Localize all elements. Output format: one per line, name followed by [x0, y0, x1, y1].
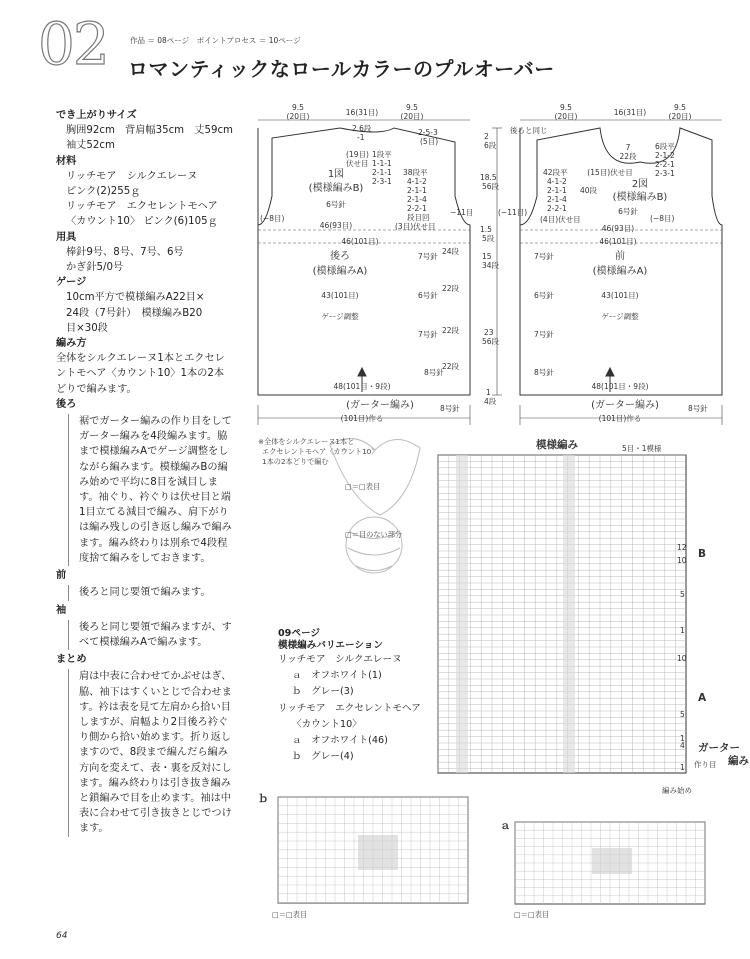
finish-text: 肩は中表に合わせてかぶせはぎ、脇、袖下はすくいとじで合わせます。衿は表を見て左肩から拾い目しますが、肩幅より2目後ろ衿ぐり側から拾い始めます。折り返しますので、8段まで編んだら編み方向を変えて、表・裏を反対にします。編み終わりは引き抜き編みと鎖編みで目を止めます。袖は中表に合わせて引き抜きとじでつけます。 — [68, 669, 234, 836]
row-number: 1 — [680, 763, 685, 772]
armhole-rows: 2-1-4 — [547, 195, 567, 204]
needle-label: 8号針 — [424, 368, 444, 377]
neck-rows: (19目) — [346, 150, 369, 159]
material-line: リッチモア エクセレントモヘア — [66, 201, 218, 213]
armhole-rows: 2-2-1 — [547, 204, 567, 213]
width-label: 48(101目・9段) — [591, 382, 649, 391]
armhole-rows: 段目回 — [407, 213, 430, 222]
figure-number: 2図 — [631, 179, 649, 190]
neck-rows: 伏せ目 — [346, 159, 369, 168]
variation-page: 09ページ — [278, 628, 320, 639]
pattern-number: 02 — [38, 10, 108, 78]
armhole-rows: 38段平 — [403, 168, 428, 177]
legend-item: □＝□表目 — [345, 482, 381, 491]
piece-pattern: (模様編みA) — [312, 266, 368, 277]
armhole-rows: 4-1-2 — [407, 177, 427, 186]
width-label: 46(93目) — [601, 224, 635, 233]
size-line: 胸囲92cm 背肩幅35cm 丈59cm — [66, 125, 233, 137]
neck-rows: 2 6段 — [352, 124, 372, 133]
armhole-rows: 2-1-1 — [407, 186, 427, 195]
sleeve-text: 後ろと同じ要領で編みますが、すべて模様編みAで編みます。 — [68, 620, 234, 650]
tool-line: 棒針9号、8号、7号、6号 — [66, 246, 184, 258]
shoulder-rows: 2-5-3 — [418, 128, 438, 137]
row-number: 5 — [680, 590, 685, 599]
gauge-adjust: ゲージ調整 — [321, 312, 359, 321]
left-dim: 23 — [484, 328, 494, 337]
make-label: 作り目 — [694, 760, 717, 769]
page-reference: 作品 ＝ 08ページ ポイントプロセス ＝ 10ページ — [130, 36, 301, 45]
needle-label: 7号針 — [534, 330, 554, 339]
legend-item: □＝目のない部分 — [345, 530, 403, 539]
row-number: 1 — [680, 734, 685, 743]
variation-count: 〈カウント10〉 — [292, 718, 362, 730]
side-rows: 22段 — [442, 284, 460, 293]
row-number: 4 — [680, 741, 685, 750]
page-number: 64 — [56, 931, 68, 941]
side-rows: 22段 — [442, 362, 460, 371]
garter-label: (ガーター編み) — [591, 400, 659, 411]
material-line: リッチモア シルクエレーヌ — [66, 170, 198, 182]
dim-label: 9.5 — [292, 103, 304, 112]
chart-section-b: B — [698, 548, 707, 560]
method-text: 全体をシルクエレーヌ1本とエクセレントモヘア〈カウント10〉1本の2本どりで編みます。 — [56, 353, 225, 395]
gauge-adjust: ゲージ調整 — [601, 312, 639, 321]
dim-label: 9.5 — [406, 103, 418, 112]
variation-color: ｂ グレー(4) — [292, 751, 354, 763]
yarn-ball-decoration — [330, 439, 420, 573]
width-label: 43(101目) — [321, 291, 359, 300]
back-heading: 後ろ — [56, 398, 77, 410]
armhole-rows: 2-1-4 — [407, 195, 427, 204]
needle-label: 8号針 — [534, 368, 554, 377]
side-rows: 24段 — [442, 247, 460, 256]
neck-center: 22段 — [619, 152, 637, 161]
garter-label: (ガーター編み) — [346, 400, 414, 411]
left-dim: 34段 — [482, 261, 500, 270]
dim-label: (20目) — [668, 112, 692, 121]
row-number: 1 — [680, 626, 685, 635]
left-dim: 1 — [486, 388, 491, 397]
neck-rows: 2-1-2 — [655, 151, 675, 160]
needle-label: 8号針 — [440, 404, 460, 413]
armhole-rows: 42段平 — [543, 168, 568, 177]
left-dim: 1.5 — [480, 225, 492, 234]
piece-pattern: (模様編みA) — [592, 266, 648, 277]
needle-label: 6号針 — [418, 291, 438, 300]
dim-label: 9.5 — [674, 103, 686, 112]
width-label: 46(101目) — [341, 237, 379, 246]
dec-note: (−8目) — [650, 214, 675, 223]
yarn-note: ※全体をシルクエレーヌ1本と — [258, 437, 355, 446]
needle-label: 7号針 — [418, 252, 438, 261]
sleeve-heading: 袖 — [56, 604, 67, 616]
gauge-line: 目×30段 — [66, 322, 108, 334]
back-text: 裾でガーター編みの作り目をしてガーター編みを4段編みます。脇まで模様編みAでゲージ調整をしながら編みます。模様編みBの編み始めで平均に8目を減目します。袖ぐり、衿ぐりは伏せ目と端1目立てる減目で編み、肩下がりは編み残しの引き返し編みで編みます。編み終わりは別糸で4段程度捨て編みをしておきます。 — [68, 414, 234, 566]
pattern-chart-grid — [438, 455, 686, 773]
variation-color: ｂ グレー(3) — [292, 686, 354, 698]
neck-rows: 1段平 — [372, 150, 392, 159]
side-dec: −11目 — [450, 208, 474, 217]
needle-label: 6号針 — [618, 207, 638, 216]
neck-rows: -1 — [357, 133, 365, 142]
neck-rows: 2-3-1 — [655, 169, 675, 178]
left-dim: 4段 — [484, 397, 497, 406]
legend-item: □＝□表目 — [272, 910, 308, 919]
neck-rows: 1-1-1 — [372, 159, 392, 168]
variation-yarn: リッチモア エクセレントモヘア — [278, 702, 421, 714]
neck-rows: 2-2-1 — [655, 160, 675, 169]
legend-item: □＝□表目 — [514, 910, 550, 919]
piece-name: 前 — [615, 251, 625, 262]
page-title: ロマンティックなロールカラーのプルオーバー — [128, 57, 555, 81]
figure-pattern: (模様編みB) — [612, 192, 668, 203]
gauge-line: 24段（7号針） 模様編みB20 — [66, 307, 203, 319]
needle-label: 7号針 — [418, 330, 438, 339]
garter-label: ガーター — [698, 742, 740, 754]
dim-label: (20目) — [554, 112, 578, 121]
piece-name: 後ろ — [330, 251, 350, 262]
figure-number: 1図 — [327, 169, 345, 180]
width-label: 46(93目) — [319, 221, 353, 230]
neck-stitches: (15目)伏せ目 — [587, 168, 633, 177]
left-dim: 56段 — [482, 182, 500, 191]
garter-label2: 編み — [728, 755, 749, 767]
dim-label: (20目) — [286, 112, 310, 121]
cast-on-label: (101目)作る — [598, 414, 642, 423]
dim-label: 9.5 — [560, 103, 572, 112]
variation-color: ａ オフホワイト(1) — [292, 670, 382, 682]
width-label: 48(101目・9段) — [333, 382, 391, 391]
dec-note: (−11目) — [498, 208, 528, 217]
cast-on-label: (101目)作る — [340, 414, 384, 423]
chart-section-a: A — [698, 692, 707, 704]
yarn-note: 1本の2本どりで編む — [262, 457, 329, 466]
material-line: 〈カウント10〉 ピンク(6)105ｇ — [66, 216, 218, 228]
side-rows: 22段 — [442, 326, 460, 335]
left-dim: 6段 — [484, 141, 497, 150]
left-dim: 5段 — [482, 234, 495, 243]
left-dim: 56段 — [482, 337, 500, 346]
back-outline — [258, 128, 470, 395]
neck-rows: 2-3-1 — [372, 177, 392, 186]
chart-repeat: 5目・1模様 — [622, 444, 662, 453]
tool-line: かぎ針5/0号 — [66, 262, 124, 274]
front-text: 後ろと同じ要領で編みます。 — [68, 585, 234, 600]
method-heading: 編み方 — [56, 338, 87, 350]
dim-label: (20目) — [400, 112, 424, 121]
row-number: 10 — [677, 556, 687, 565]
variation-color: ａ オフホワイト(46) — [292, 735, 388, 747]
materials-heading: 材料 — [56, 155, 77, 167]
rows-40: 40段 — [580, 186, 598, 195]
size-heading: でき上がりサイズ — [56, 110, 137, 121]
variation-yarn: リッチモア シルクエレーヌ — [278, 654, 402, 665]
shoulder-rows: (5目) — [420, 137, 439, 146]
row-number: 5 — [680, 710, 685, 719]
dim-label: 16(31目) — [613, 108, 647, 117]
same-as-back: 後ろと同じ — [510, 126, 548, 135]
variation-block — [278, 628, 421, 765]
neck-rows: 6段平 — [655, 142, 675, 151]
chart-title: 模様編み — [536, 439, 578, 451]
needle-label: 6号針 — [534, 291, 554, 300]
armhole-rows: 2-2-1 — [407, 204, 427, 213]
tools-heading: 用具 — [56, 231, 77, 243]
front-heading: 前 — [56, 570, 67, 582]
small-chart-b — [278, 797, 468, 903]
neck-rows: 2-1-1 — [372, 168, 392, 177]
material-line: ピンク(2)255ｇ — [66, 186, 141, 198]
small-chart-a — [515, 822, 705, 904]
chart-a-label: ａ — [500, 820, 511, 832]
gauge-line: 10cm平方で模様編みA22目× — [66, 292, 205, 304]
left-dim: 2 — [484, 132, 489, 141]
armhole-rows: 2-1-1 — [547, 186, 567, 195]
row-number: 10 — [677, 654, 687, 663]
cast-off: (4目)伏せ目 — [540, 215, 581, 224]
variation-heading: 模様編みバリエーション — [278, 640, 383, 651]
needle-label: 7号針 — [534, 252, 554, 261]
dec-note: (−8目) — [260, 214, 285, 223]
armhole-rows: 4-1-2 — [547, 177, 567, 186]
left-dim: 18.5 — [480, 173, 497, 182]
finish-heading: まとめ — [56, 654, 87, 666]
dim-label: 16(31目) — [345, 108, 379, 117]
needle-label: 6号針 — [326, 200, 346, 209]
left-dim: 15 — [482, 252, 492, 261]
gauge-heading: ゲージ — [56, 277, 87, 289]
neck-center: 7 — [625, 143, 631, 152]
chart-b-label: ｂ — [258, 793, 269, 805]
width-label: 43(101目) — [601, 291, 639, 300]
armhole-rows: (3目)伏せ目 — [395, 222, 436, 231]
needle-label: 8号針 — [688, 404, 708, 413]
row-number: 12 — [677, 543, 687, 552]
size-line: 袖丈52cm — [66, 140, 115, 152]
figure-pattern: (模様編みB) — [308, 183, 364, 194]
start-label: 編み始め — [662, 786, 692, 795]
width-label: 46(101目) — [599, 237, 637, 246]
yarn-note: エクセレントモヘア〈カウント10〉 — [262, 447, 379, 456]
